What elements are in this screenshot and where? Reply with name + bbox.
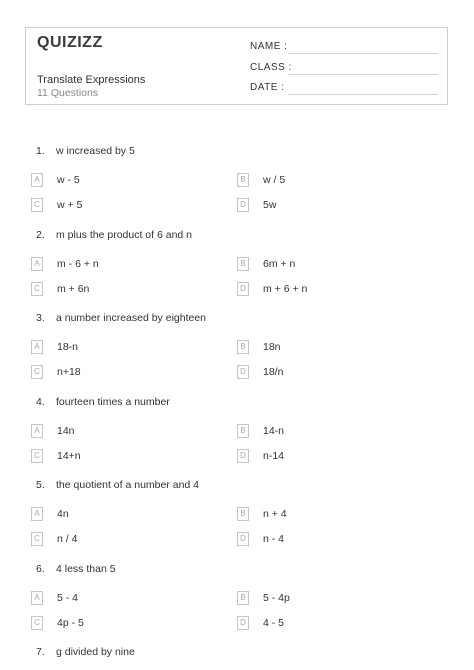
option-text: w + 5: [57, 199, 83, 211]
date-line[interactable]: [288, 94, 438, 95]
question-7: [36, 646, 135, 658]
option-text: 14-n: [263, 424, 285, 437]
option-letter-box: C: [31, 282, 43, 296]
option-letter-box: B: [237, 257, 249, 271]
option-text: 14+n: [57, 449, 81, 462]
option-text: n-14: [263, 449, 285, 462]
option-text: 5 - 4p: [263, 591, 290, 604]
question-text: g divided by nine: [56, 646, 135, 658]
question-5: [36, 479, 199, 491]
option-text: 4n: [57, 508, 69, 520]
question-text: the quotient of a number and 4: [56, 479, 200, 491]
option-letter-box: C: [31, 198, 43, 212]
question-text: fourteen times a number: [56, 395, 170, 408]
question-1: [36, 145, 135, 157]
option-text: 14n: [57, 424, 75, 437]
option-letter-box: A: [31, 507, 43, 521]
option-text: 18/n: [263, 366, 284, 378]
option-text: w / 5: [263, 174, 286, 186]
option-text: n - 4: [263, 533, 285, 545]
option-letter-box: D: [237, 532, 249, 546]
option-text: 18n: [263, 341, 281, 353]
question-text: 4 less than 5: [56, 562, 116, 575]
question-number: 2.: [36, 228, 45, 241]
question-text: a number increased by eighteen: [56, 312, 207, 324]
option-text: 5 - 4: [57, 591, 79, 604]
question-number: 3.: [36, 312, 45, 324]
option-text: n+18: [57, 366, 81, 378]
question-3: [36, 312, 206, 324]
option-text: w - 5: [57, 174, 80, 186]
question-4: [36, 396, 170, 408]
class-label: CLASS :: [250, 62, 292, 73]
question-number: 6.: [36, 562, 45, 575]
question-number: 4.: [36, 395, 45, 408]
question-text: w increased by 5: [56, 145, 135, 157]
option-letter-box: B: [237, 507, 249, 521]
question-number: 1.: [36, 145, 45, 157]
class-line[interactable]: [288, 74, 438, 75]
question-number: 7.: [36, 646, 45, 658]
option-letter-box: A: [31, 257, 43, 271]
name-line[interactable]: [288, 53, 438, 54]
option-text: 6m + n: [263, 257, 296, 270]
option-letter-box: B: [237, 424, 249, 438]
question-text: m plus the product of 6 and n: [56, 228, 193, 241]
option-text: 18-n: [57, 341, 79, 353]
option-letter-box: B: [237, 340, 249, 354]
option-text: m + 6 + n: [263, 282, 308, 295]
name-label: NAME :: [250, 41, 288, 52]
option-letter-box: D: [237, 616, 249, 630]
question-2: [36, 229, 192, 241]
option-letter-box: C: [31, 449, 43, 463]
option-letter-box: A: [31, 173, 43, 187]
option-text: m + 6n: [57, 282, 90, 295]
option-letter-box: C: [31, 616, 43, 630]
option-text: 4p - 5: [57, 616, 84, 629]
question-6: [36, 563, 116, 575]
quizizz-logo: QUIZIZZ: [37, 34, 103, 51]
option-letter-box: B: [237, 173, 249, 187]
option-letter-box: D: [237, 282, 249, 296]
option-letter-box: A: [31, 591, 43, 605]
worksheet-title: Translate Expressions: [37, 74, 146, 86]
option-letter-box: D: [237, 198, 249, 212]
option-letter-box: C: [31, 532, 43, 546]
option-letter-box: D: [237, 449, 249, 463]
option-letter-box: A: [31, 340, 43, 354]
option-text: n + 4: [263, 508, 287, 520]
worksheet-header: [25, 27, 448, 105]
option-letter-box: C: [31, 365, 43, 379]
option-text: m - 6 + n: [57, 257, 99, 270]
question-number: 5.: [36, 479, 45, 491]
option-letter-box: D: [237, 365, 249, 379]
option-letter-box: B: [237, 591, 249, 605]
option-text: 4 - 5: [263, 616, 285, 629]
option-letter-box: A: [31, 424, 43, 438]
option-text: n / 4: [57, 533, 78, 545]
date-label: DATE :: [250, 82, 285, 93]
question-count: 11 Questions: [37, 87, 99, 99]
option-text: 5w: [263, 199, 277, 211]
